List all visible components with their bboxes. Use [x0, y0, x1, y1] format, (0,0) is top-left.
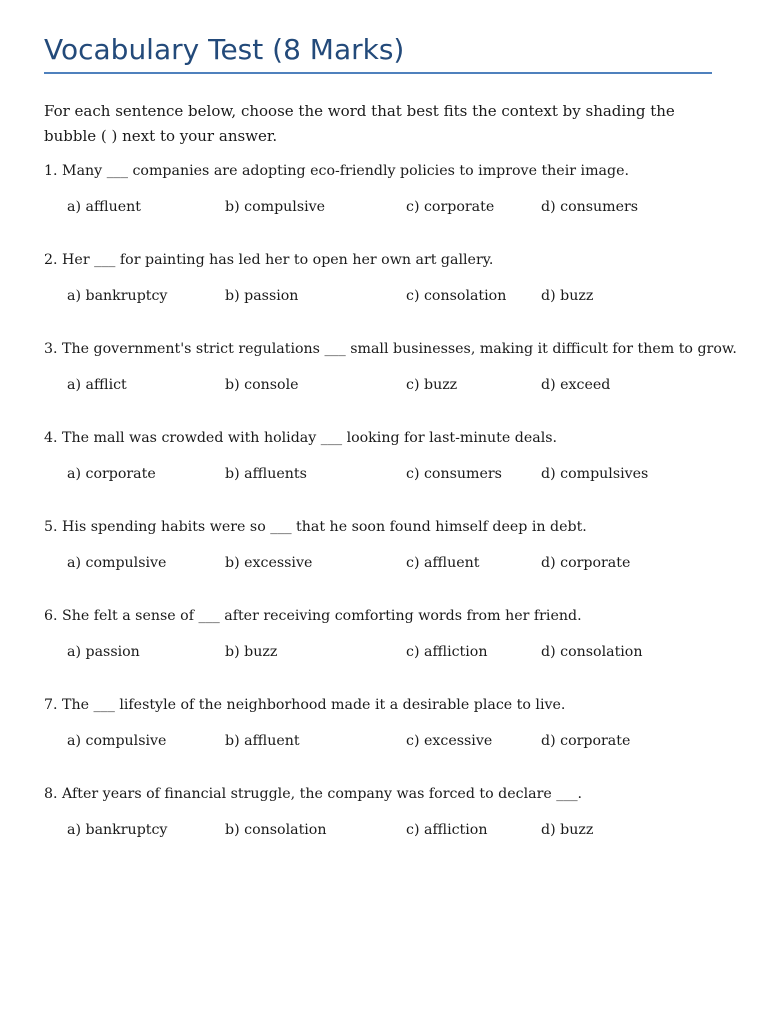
option-b[interactable]: b) affluent [225, 733, 300, 749]
option-a[interactable]: a) corporate [67, 466, 156, 482]
option-c[interactable]: c) buzz [406, 377, 458, 393]
answer-options [44, 375, 724, 395]
question-text: 5. His spending habits were so ___ that he soon found himself deep in debt. [44, 519, 587, 535]
question-text: 6. She felt a sense of ___ after receiving comforting words from her friend. [44, 608, 582, 624]
option-c[interactable]: c) consumers [406, 466, 502, 482]
question-6 [44, 606, 724, 662]
option-a[interactable]: a) bankruptcy [67, 822, 168, 838]
option-a[interactable]: a) passion [67, 644, 140, 660]
question-text: 4. The mall was crowded with holiday ___ looking for last-minute deals. [44, 430, 558, 446]
option-d[interactable]: d) consumers [541, 199, 639, 215]
option-d[interactable]: d) corporate [541, 555, 631, 571]
option-b[interactable]: b) consolation [225, 822, 327, 838]
question-text: 8. After years of financial struggle, the company was forced to declare ___. [44, 786, 583, 802]
answer-options [44, 820, 724, 840]
option-d[interactable]: d) corporate [541, 733, 631, 749]
option-c[interactable]: c) affliction [406, 822, 488, 838]
option-a[interactable]: a) affluent [67, 199, 141, 215]
title-underline [44, 72, 712, 74]
option-b[interactable]: b) affluents [225, 466, 307, 482]
option-d[interactable]: d) consolation [541, 644, 643, 660]
question-3 [44, 339, 737, 395]
option-c[interactable]: c) excessive [406, 733, 493, 749]
question-7 [44, 695, 724, 751]
answer-options [44, 642, 724, 662]
option-c[interactable]: c) corporate [406, 199, 495, 215]
answer-options [44, 464, 724, 484]
option-a[interactable]: a) compulsive [67, 555, 167, 571]
answer-options [44, 197, 724, 217]
option-c[interactable]: c) consolation [406, 288, 507, 304]
question-text: 7. The ___ lifestyle of the neighborhood made it a desirable place to live. [44, 697, 566, 713]
option-b[interactable]: b) buzz [225, 644, 278, 660]
instructions-text: For each sentence below, choose the word that best fits the context by shading the bubble ( ) next to your answer. [44, 102, 675, 145]
option-b[interactable]: b) passion [225, 288, 299, 304]
option-d[interactable]: d) buzz [541, 822, 594, 838]
answer-options [44, 731, 724, 751]
page-title: Vocabulary Test (8 Marks) [44, 33, 405, 66]
question-text: 1. Many ___ companies are adopting eco-friendly policies to improve their image. [44, 163, 629, 179]
option-b[interactable]: b) excessive [225, 555, 313, 571]
option-d[interactable]: d) exceed [541, 377, 611, 393]
option-b[interactable]: b) compulsive [225, 199, 326, 215]
answer-options [44, 553, 724, 573]
question-5 [44, 517, 724, 573]
option-c[interactable]: c) affliction [406, 644, 488, 660]
option-a[interactable]: a) compulsive [67, 733, 167, 749]
option-b[interactable]: b) console [225, 377, 299, 393]
option-a[interactable]: a) bankruptcy [67, 288, 168, 304]
question-text: 3. The government's strict regulations ___ small businesses, making it difficult for them to grow. [44, 341, 737, 357]
answer-options [44, 286, 724, 306]
question-8 [44, 784, 724, 840]
option-d[interactable]: d) buzz [541, 288, 594, 304]
question-4 [44, 428, 724, 484]
option-d[interactable]: d) compulsives [541, 466, 649, 482]
test-page [44, 0, 737, 840]
question-2 [44, 250, 724, 306]
question-text: 2. Her ___ for painting has led her to open her own art gallery. [44, 252, 494, 268]
option-c[interactable]: c) affluent [406, 555, 480, 571]
question-1 [44, 161, 724, 217]
option-a[interactable]: a) afflict [67, 377, 127, 393]
